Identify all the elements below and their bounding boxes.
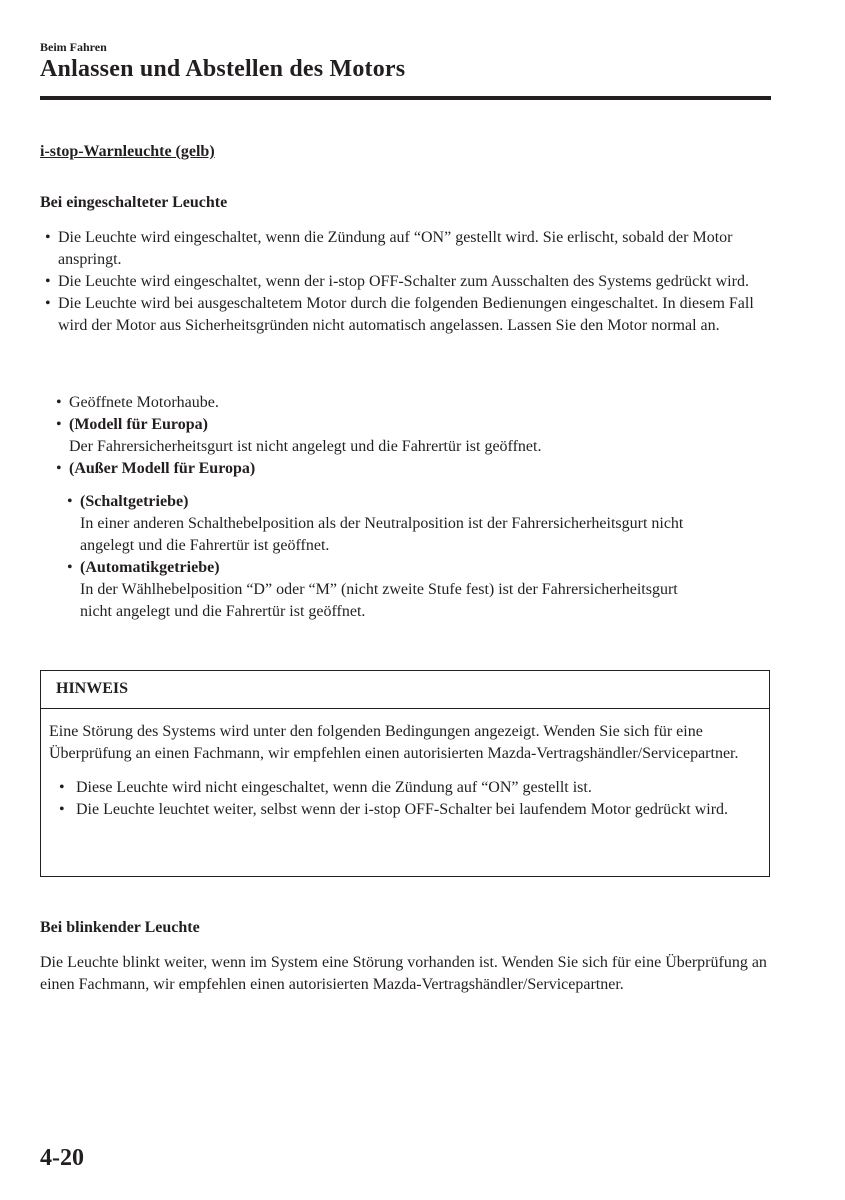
list-item [52, 392, 762, 414]
blinking-text: Die Leuchte blinkt weiter, wenn im System eine Störung vorhanden ist. Wenden Sie sich für eine Überprüfung an einen Fachmann, wir empfehlen einen autorisierten Mazda-Vertragshändler/Servicepartner. [40, 954, 767, 993]
list-item [63, 491, 703, 557]
bullet-icon: • [67, 493, 73, 510]
list-item-text: Der Fahrersicherheitsgurt ist nicht angelegt und die Fahrertür ist geöffnet. [69, 438, 542, 455]
note-body [41, 709, 769, 821]
bullet-icon: • [45, 273, 51, 290]
bullet-icon: • [56, 460, 62, 477]
section-label: Beim Fahren [40, 40, 107, 54]
list-item-label: (Außer Modell für Europa) [69, 460, 256, 477]
list-item [41, 293, 761, 337]
bullet-icon: • [56, 394, 62, 411]
list-item-label: (Modell für Europa) [69, 416, 208, 433]
list-item-text: In einer anderen Schalthebelposition als der Neutralposition ist der Fahrersicherheitsgurt nicht angelegt und die Fahrertür ist geöffnet. [80, 515, 684, 554]
bullet-icon: • [45, 295, 51, 312]
note-heading: HINWEIS [41, 671, 769, 709]
page-number: 4-20 [40, 1145, 84, 1171]
list-item-text: In der Wählhebelposition “D” oder “M” (nicht zweite Stufe fest) ist der Fahrersicherheitsgurt nicht angelegt und die Fahrertür ist geöffnet. [80, 581, 678, 620]
blinking-heading: Bei blinkender Leuchte [40, 919, 200, 936]
list-item [63, 557, 703, 623]
bullet-icon: • [59, 801, 65, 818]
list-item-text: Geöffnete Motorhaube. [69, 394, 219, 411]
list-item [52, 458, 762, 480]
light-on-heading: Bei eingeschalteter Leuchte [40, 194, 228, 211]
list-item [49, 799, 759, 821]
list-item [41, 227, 761, 271]
list-item [49, 777, 759, 799]
list-item-text: Diese Leuchte wird nicht eingeschaltet, wenn die Zündung auf “ON” gestellt ist. [76, 779, 592, 796]
title-divider [40, 96, 771, 100]
operation-list [52, 392, 762, 480]
list-item-text: Die Leuchte wird eingeschaltet, wenn die Zündung auf “ON” gestellt wird. Sie erlischt, sobald der Motor anspringt. [58, 229, 733, 268]
bullet-icon: • [59, 779, 65, 796]
transmission-list [63, 491, 703, 623]
light-on-list [41, 227, 761, 337]
list-item-text: Die Leuchte leuchtet weiter, selbst wenn der i-stop OFF-Schalter bei laufendem Motor gedrückt wird. [76, 801, 729, 818]
bullet-icon: • [45, 229, 51, 246]
list-item [41, 271, 761, 293]
list-item-label: (Automatikgetriebe) [80, 559, 220, 576]
page-title: Anlassen und Abstellen des Motors [40, 56, 406, 82]
note-intro: Eine Störung des Systems wird unter den folgenden Bedingungen angezeigt. Wenden Sie sich für eine Überprüfung an einen Fachmann, wir empfehlen einen autorisierten Mazda-Vertragshändler/Servicepartner. [49, 723, 739, 762]
warning-light-heading: i-stop-Warnleuchte (gelb) [40, 143, 215, 160]
bullet-icon: • [56, 416, 62, 433]
list-item [52, 414, 762, 458]
note-list [49, 777, 759, 821]
bullet-icon: • [67, 559, 73, 576]
list-item-text: Die Leuchte wird eingeschaltet, wenn der i-stop OFF-Schalter zum Ausschalten des Systems gedrückt wird. [58, 273, 749, 290]
note-box [40, 670, 770, 877]
list-item-label: (Schaltgetriebe) [80, 493, 189, 510]
list-item-text: Die Leuchte wird bei ausgeschaltetem Motor durch die folgenden Bedienungen eingeschaltet. In diesem Fall wird der Motor aus Sicherheitsgründen nicht automatisch angelassen. Lassen Sie den Motor normal an. [58, 295, 754, 334]
